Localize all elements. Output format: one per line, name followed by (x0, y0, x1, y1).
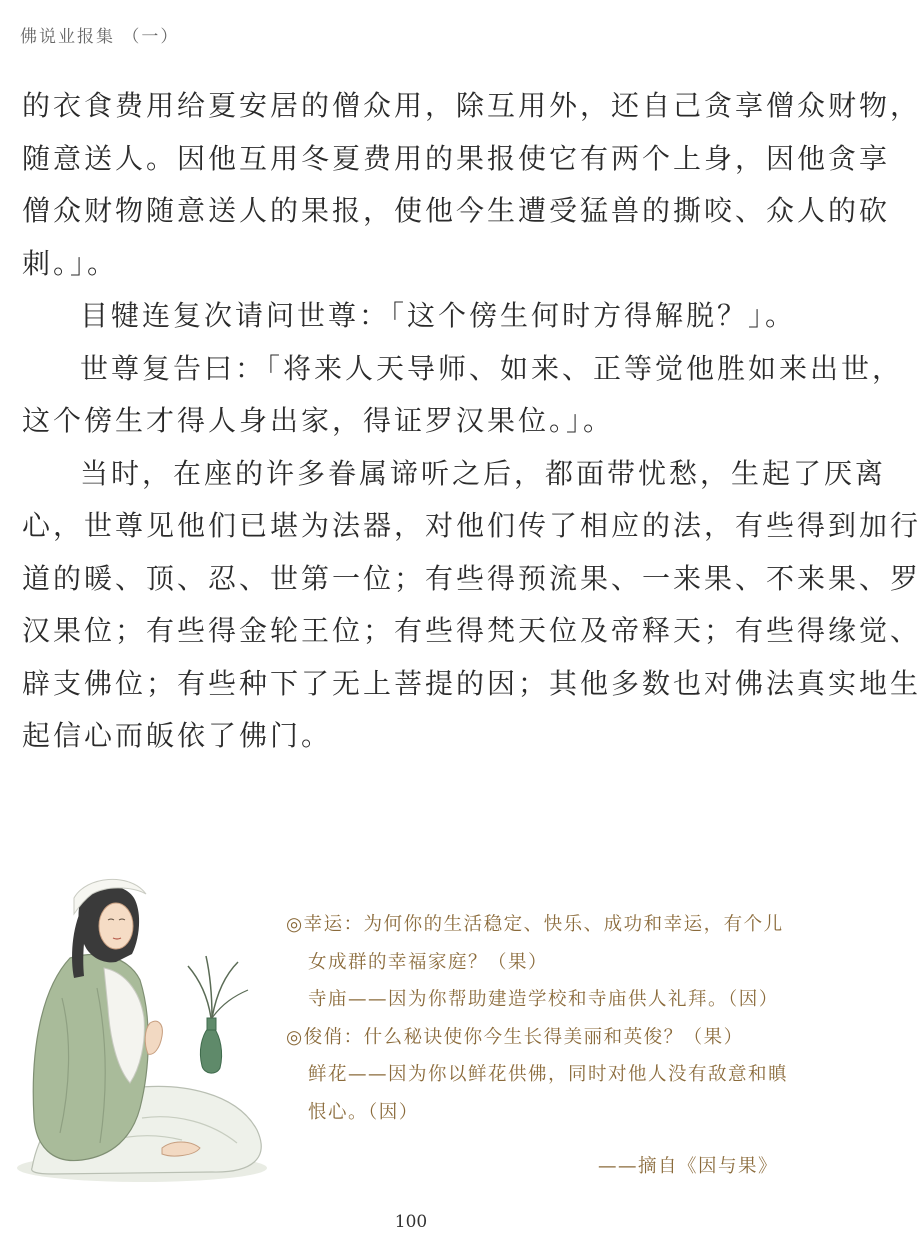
sidebar-line: ◎俊俏：什么秘诀使你今生长得美丽和英俊？（果） (286, 1026, 744, 1048)
body-line: 这个傍生才得人身出家，得证罗汉果位。」。 (22, 404, 615, 437)
sidebar-line: ◎幸运：为何你的生活稳定、快乐、成功和幸运，有个儿 (286, 914, 784, 935)
body-line: 随意送人。因他互用冬夏费用的果报使它有两个上身，因他贪享 (22, 141, 891, 175)
sidebar-line: 女成群的幸福家庭？（果） (308, 951, 549, 973)
body-line: 当时，在座的许多眷属谛听之后，都面带忧愁，生起了厌离 (80, 456, 887, 490)
seated-bodhisattva-illustration (12, 868, 282, 1188)
sidebar-line: 寺庙——因为你帮助建造学校和寺庙供人礼拜。（因） (308, 989, 779, 1010)
source-attribution: ——摘自《因与果》 (598, 1156, 779, 1177)
body-line: 汉果位；有些得金轮王位；有些得梵天位及帝释天；有些得缘觉、 (22, 614, 921, 647)
body-line: 心，世尊见他们已堪为法器，对他们传了相应的法，有些得到加行 (22, 509, 921, 542)
body-line: 目犍连复次请问世尊：「这个傍生何时方得解脱？」。 (80, 299, 797, 332)
sidebar-line: 鲜花——因为你以鲜花供佛，同时对他人没有敌意和瞋 (308, 1064, 789, 1085)
body-line: 世尊复告曰：「将来人天导师、如来、正等觉他胜如来出世， (80, 351, 904, 385)
body-line: 道的暖、顶、忍、世第一位；有些得预流果、一来果、不来果、罗 (22, 561, 921, 595)
body-line: 的衣食费用给夏安居的僧众用，除互用外，还自己贪享僧众财物， (22, 89, 921, 122)
body-line: 刺。」。 (22, 246, 119, 280)
page-number: 100 (394, 1212, 428, 1232)
body-line: 僧众财物随意送人的果报，使他今生遭受猛兽的撕咬、众人的砍 (22, 194, 891, 227)
body-line: 起信心而皈依了佛门。 (22, 719, 333, 752)
running-header: 佛说业报集 （一） (20, 27, 180, 47)
sidebar-line: 恨心。（因） (308, 1101, 419, 1123)
sidebar-note (286, 906, 806, 1131)
body-line: 辟支佛位；有些种下了无上菩提的因；其他多数也对佛法真实地生 (22, 666, 921, 700)
body-text (22, 80, 921, 763)
